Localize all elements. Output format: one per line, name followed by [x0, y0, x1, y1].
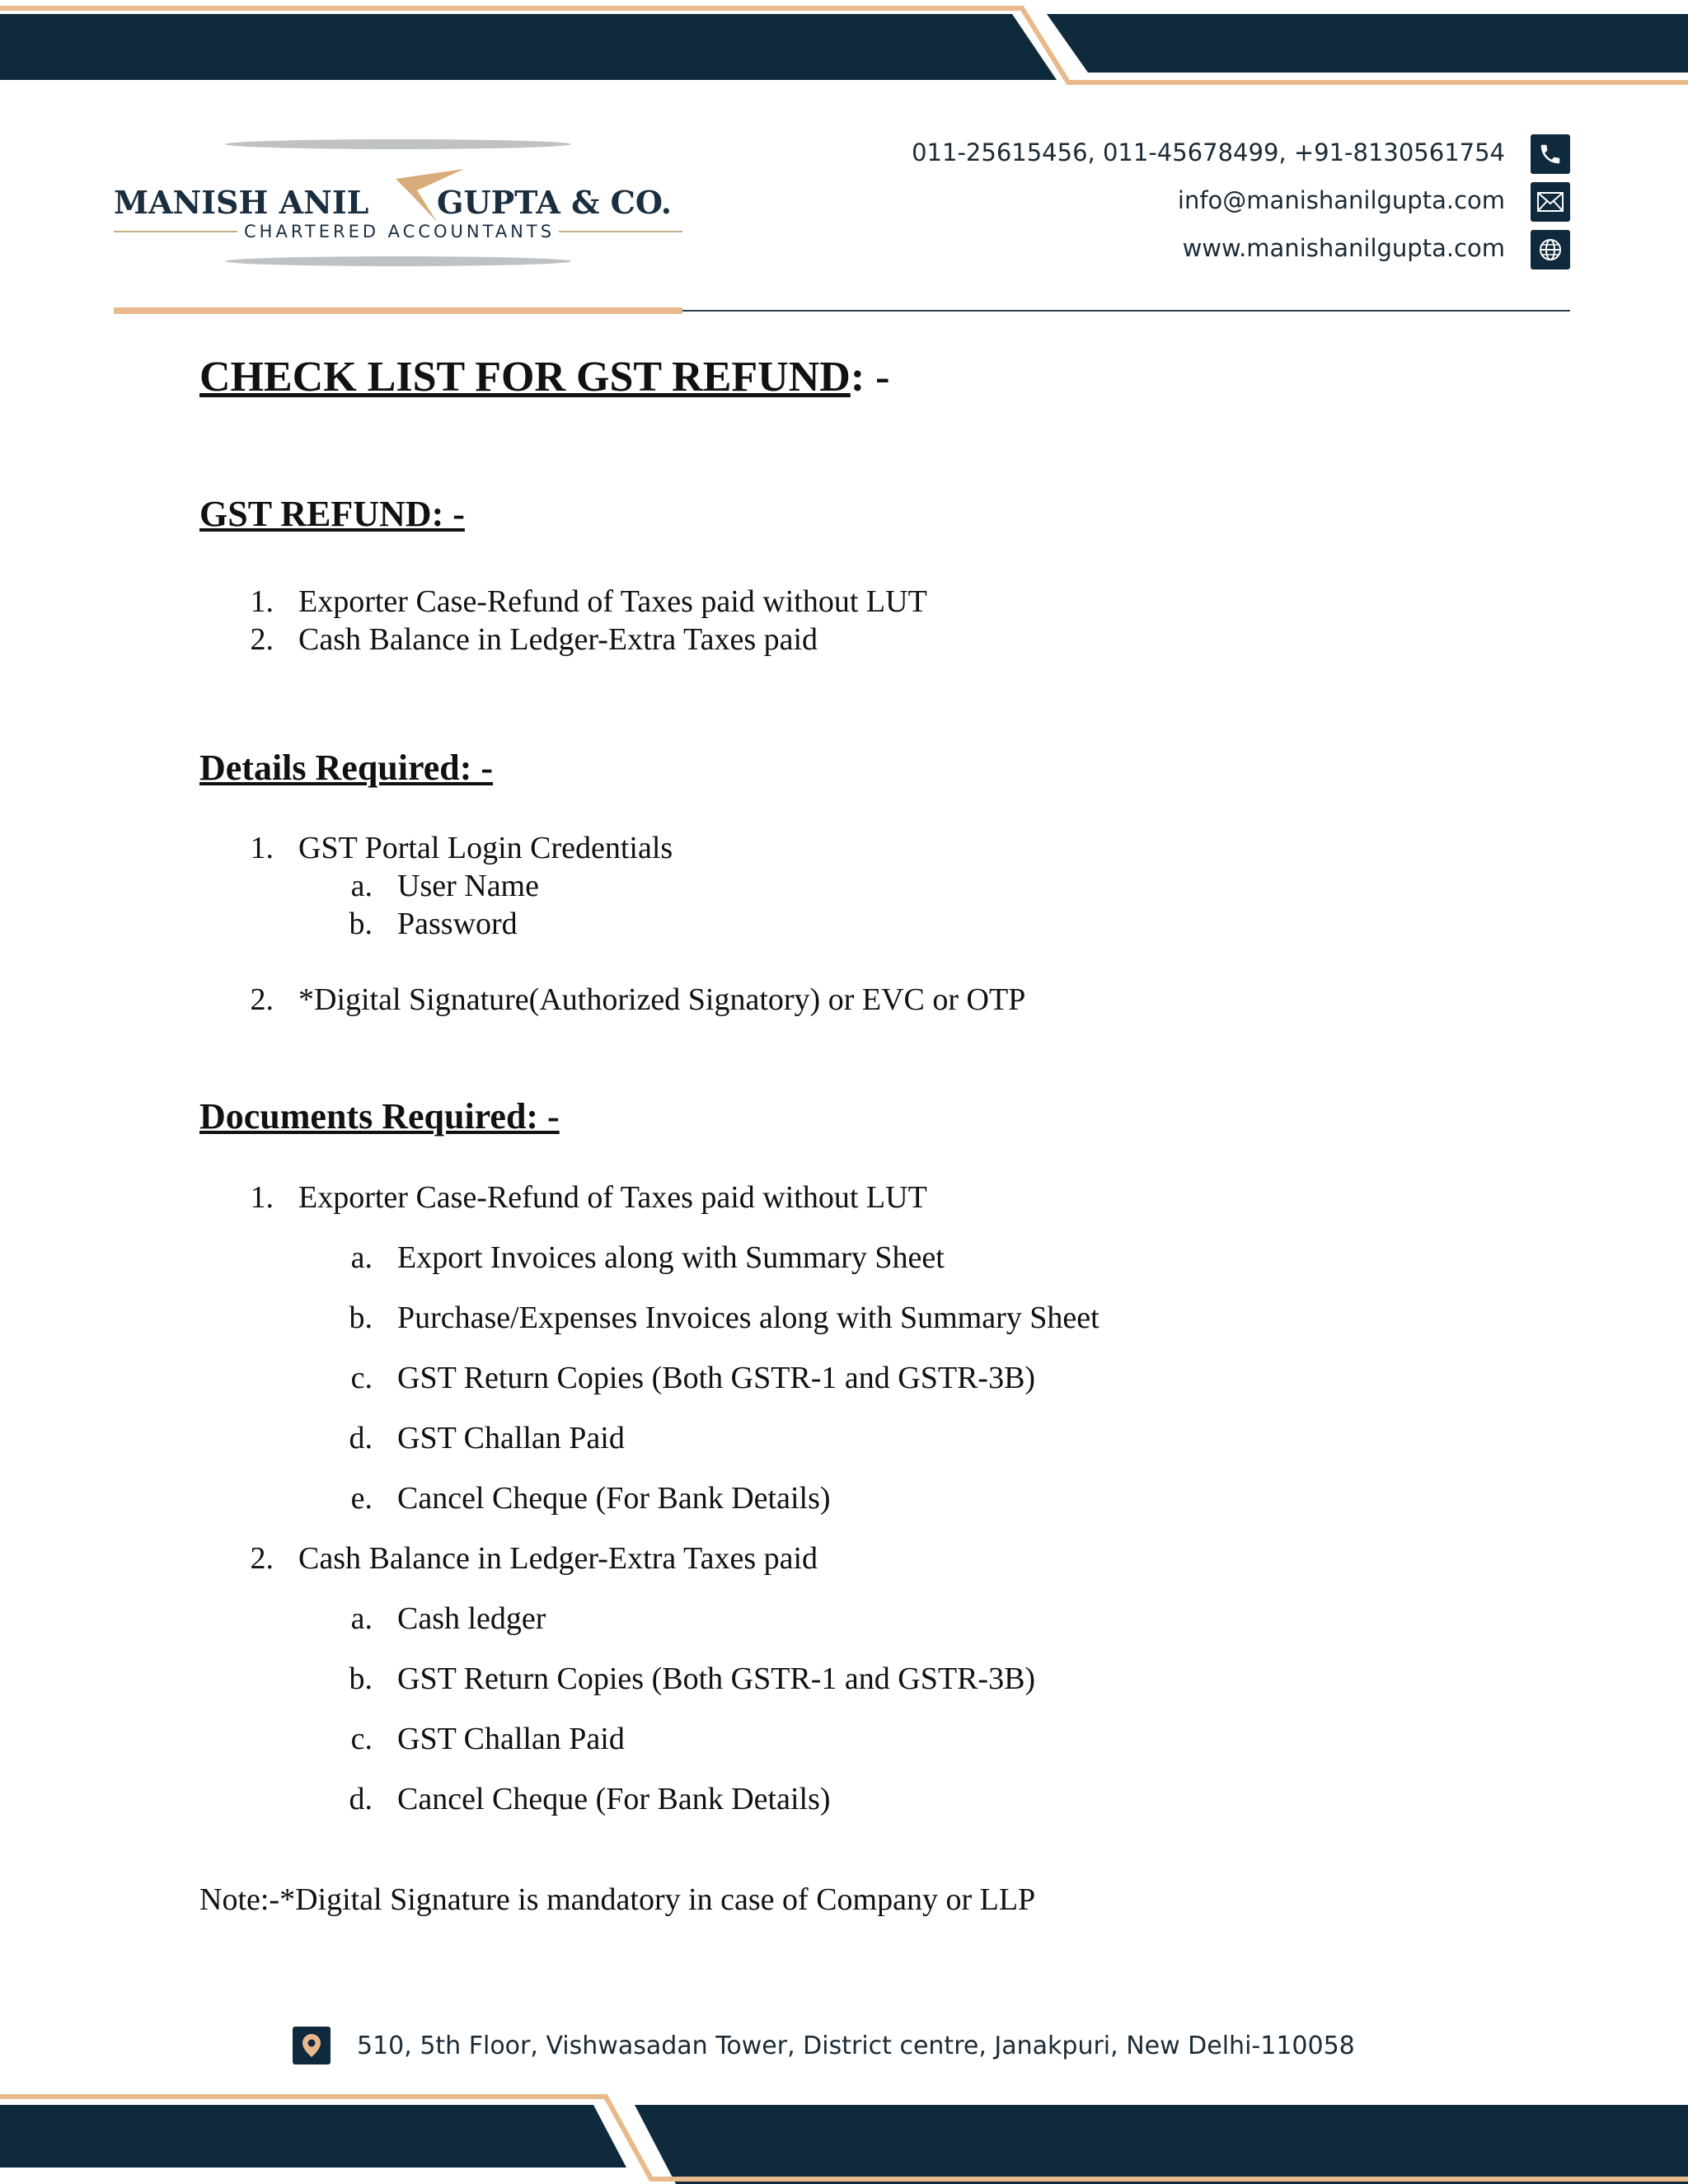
top-banner — [0, 0, 1688, 99]
list-number: 1. — [250, 1180, 274, 1215]
sub-list-text: Export Invoices along with Summary Sheet — [397, 1240, 945, 1275]
list-text: Cash Balance in Ledger-Extra Taxes paid — [298, 622, 818, 657]
sub-list-text: GST Challan Paid — [397, 1722, 625, 1756]
list-text: Exporter Case-Refund of Taxes paid without LUT — [298, 1180, 927, 1215]
sub-list-letter: d. — [349, 1782, 373, 1816]
firm-name-right: GUPTA & CO. — [437, 184, 672, 221]
sub-list-text: User Name — [397, 869, 539, 903]
sub-list-letter: a. — [350, 1240, 373, 1275]
sub-list-letter: a. — [350, 1601, 373, 1636]
sub-list-text: Cancel Cheque (For Bank Details) — [397, 1782, 831, 1816]
location-pin-icon — [293, 2027, 331, 2064]
mail-icon — [1531, 182, 1570, 222]
header-rule — [682, 310, 1570, 312]
sub-list-text: GST Return Copies (Both GSTR-1 and GSTR-3B) — [397, 1361, 1036, 1395]
sub-list-letter: e. — [350, 1481, 373, 1516]
footnote: Note:-*Digital Signature is mandatory in case of Company or LLP — [199, 1882, 1036, 1917]
phone-numbers: 011-25615456, 011-45678499, +91-8130561754 — [912, 138, 1505, 166]
list-number: 1. — [250, 584, 274, 619]
sub-list-text: Purchase/Expenses Invoices along with Summary Sheet — [397, 1301, 1100, 1335]
sub-list-text: GST Return Copies (Both GSTR-1 and GSTR-3B) — [397, 1661, 1036, 1696]
sub-list-text: Cash ledger — [397, 1601, 546, 1636]
email-address[interactable]: info@manishanilgupta.com — [1177, 186, 1505, 214]
list-text: Cash Balance in Ledger-Extra Taxes paid — [298, 1541, 818, 1576]
sub-list-text: GST Challan Paid — [397, 1421, 625, 1455]
header-rule-accent — [114, 307, 682, 314]
list-number: 2. — [250, 1541, 274, 1576]
sub-list-letter: d. — [349, 1421, 373, 1455]
sub-list-letter: b. — [349, 1661, 373, 1696]
list-number: 2. — [250, 622, 274, 657]
section-heading-gst-refund: GST REFUND: - — [199, 494, 465, 534]
bottom-banner — [0, 2085, 1688, 2184]
page-title — [199, 353, 889, 401]
section-heading-details: Details Required: - — [199, 748, 494, 788]
website-url[interactable]: www.manishanilgupta.com — [1182, 234, 1505, 262]
footer-address: 510, 5th Floor, Vishwasadan Tower, District centre, Janakpuri, New Delhi-110058 — [357, 2032, 1355, 2060]
list-text: GST Portal Login Credentials — [298, 831, 673, 865]
firm-subtitle: CHARTERED ACCOUNTANTS — [244, 222, 556, 241]
page-title-suffix: : - — [850, 354, 890, 401]
firm-logo — [114, 136, 682, 268]
phone-icon — [1531, 134, 1570, 174]
globe-icon — [1531, 230, 1570, 269]
sub-list-text: Password — [397, 907, 518, 941]
section-heading-documents: Documents Required: - — [199, 1096, 560, 1137]
list-text: Exporter Case-Refund of Taxes paid without LUT — [298, 584, 927, 619]
list-text: *Digital Signature(Authorized Signatory) or EVC or OTP — [298, 982, 1026, 1017]
firm-name-left: MANISH ANIL — [114, 184, 369, 221]
list-number: 2. — [250, 982, 274, 1017]
sub-list-letter: c. — [350, 1722, 373, 1756]
sub-list-letter: b. — [349, 907, 373, 941]
sub-list-text: Cancel Cheque (For Bank Details) — [397, 1481, 831, 1516]
page-title-main: CHECK LIST FOR GST REFUND — [199, 354, 851, 401]
sub-list-letter: b. — [349, 1301, 373, 1335]
sub-list-letter: a. — [350, 869, 373, 903]
list-number: 1. — [250, 831, 274, 865]
sub-list-letter: c. — [350, 1361, 373, 1395]
